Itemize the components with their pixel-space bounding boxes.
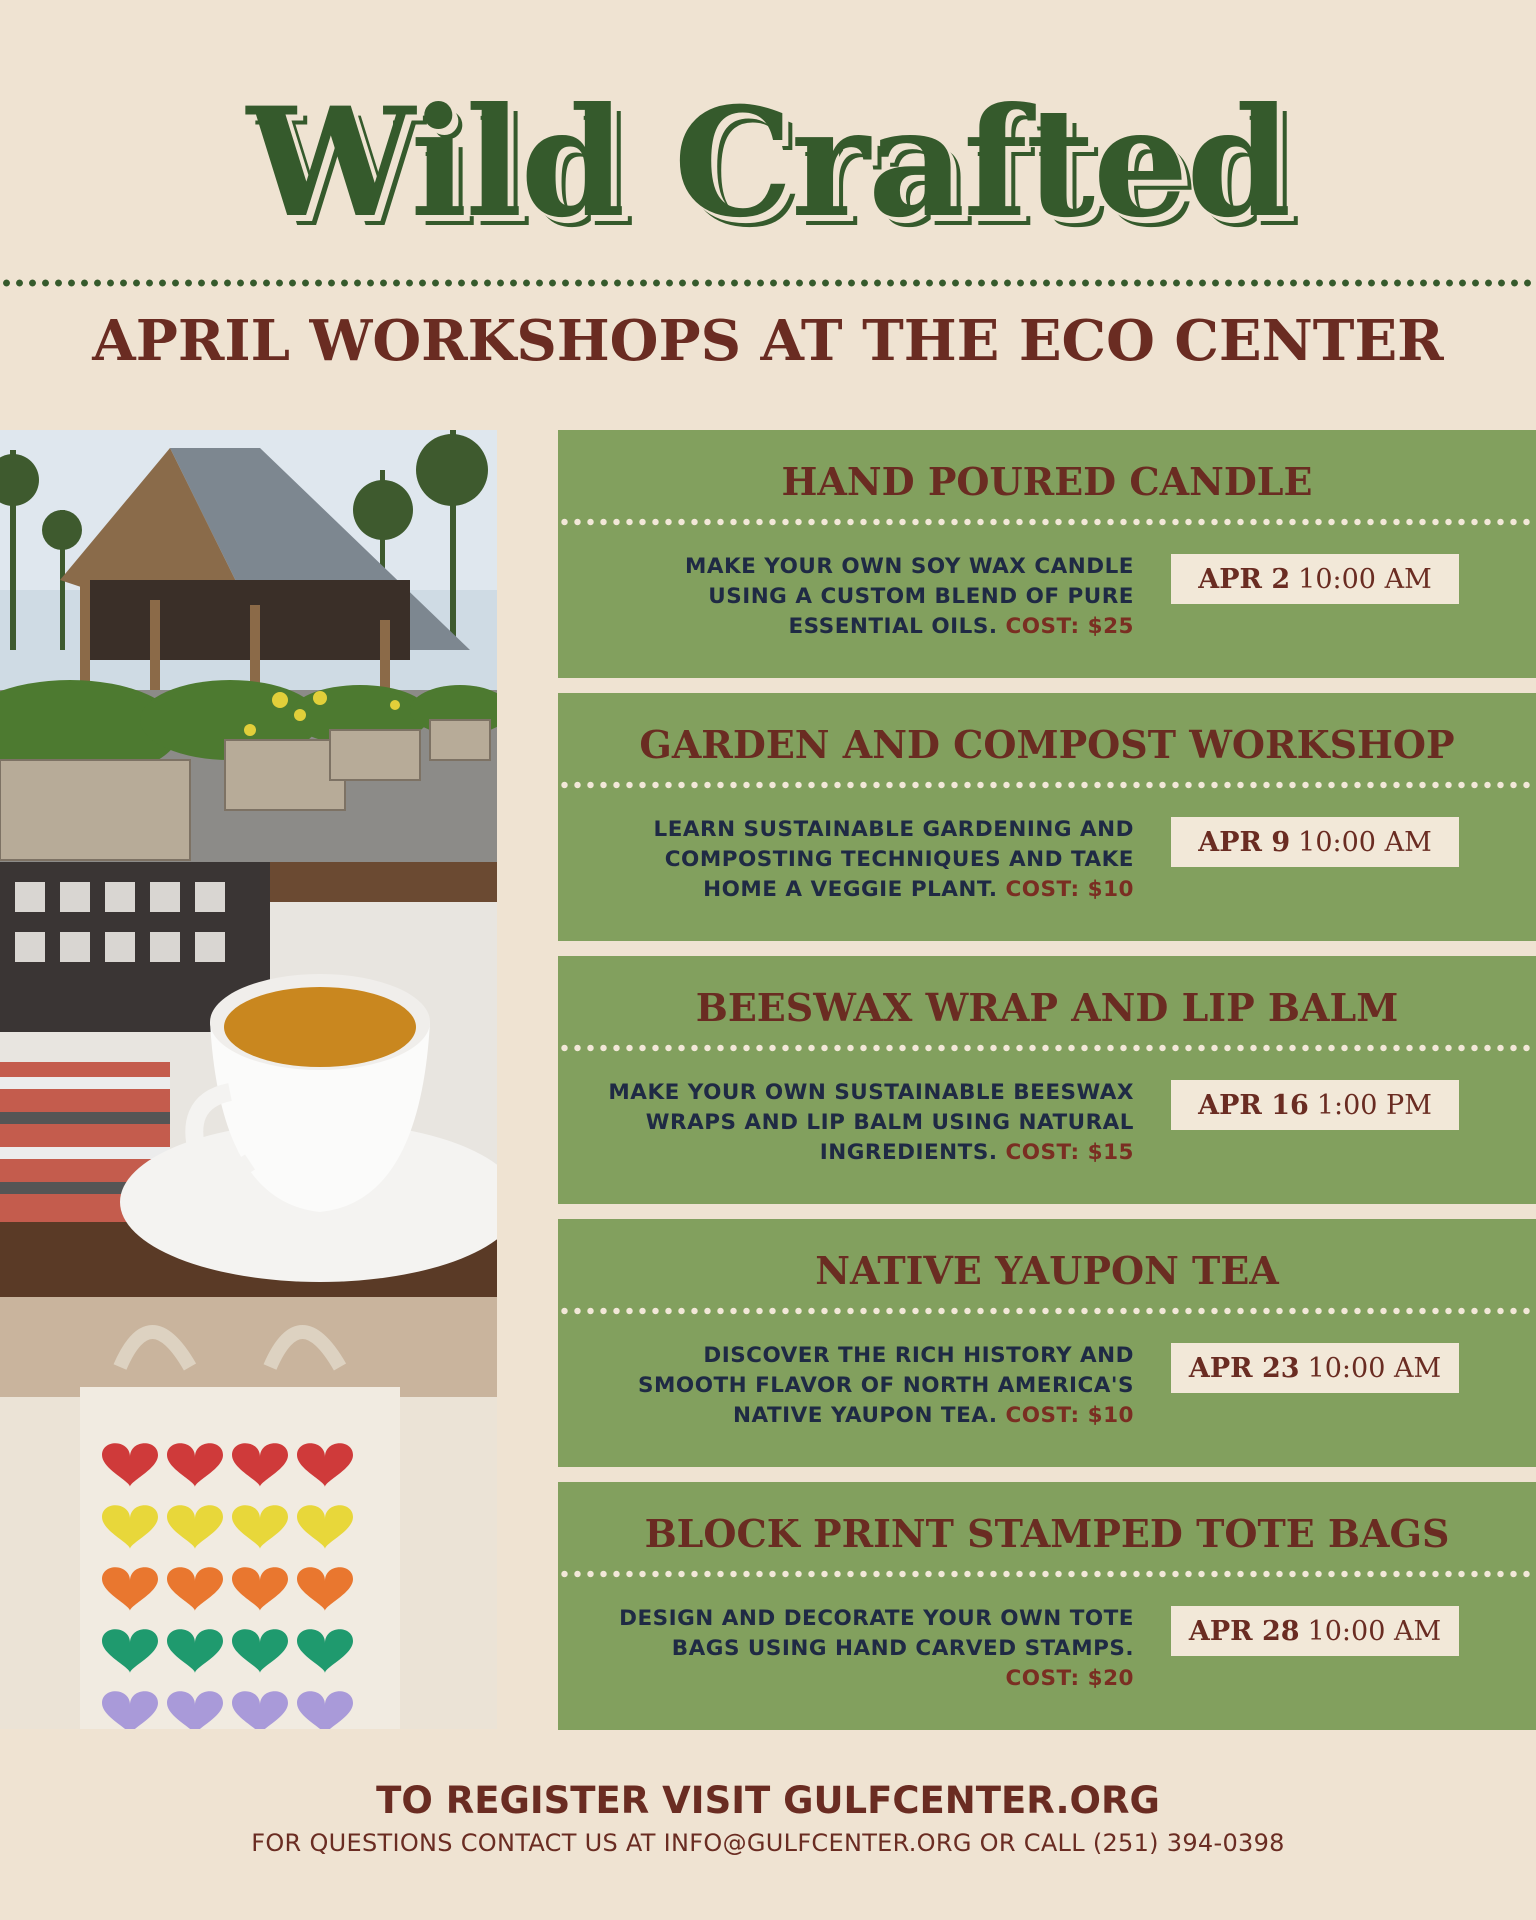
workshop-title: BLOCK PRINT STAMPED TOTE BAGS [644,1511,1450,1556]
workshop-cost: COST: $15 [1005,1140,1134,1165]
workshop-card-tea [558,1219,1536,1467]
tea-cup-photo [0,862,497,1297]
workshop-time: 1:00 PM [1316,1089,1432,1121]
workshop-card-garden [558,693,1536,941]
workshop-time: 10:00 AM [1307,1615,1442,1647]
workshop-date-box [1171,554,1459,604]
workshop-title: GARDEN AND COMPOST WORKSHOP [639,722,1455,767]
workshop-date-box [1171,1080,1459,1130]
workshop-date: APR 28 [1188,1615,1300,1647]
workshop-card-tote [558,1482,1536,1730]
card-divider [558,1307,1536,1315]
workshop-card-beeswax [558,956,1536,1204]
card-divider [558,518,1536,526]
workshop-description: MAKE YOUR OWN SOY WAX CANDLE USING A CUSTOM BLEND OF PURE ESSENTIAL OILS. COST: $25 [684,554,1134,639]
workshop-time: 10:00 AM [1298,563,1432,595]
photo-column [0,430,497,1729]
workshop-date: APR 9 [1198,826,1291,858]
workshop-title: BEESWAX WRAP AND LIP BALM [695,985,1399,1030]
workshop-cost: COST: $20 [1005,1666,1134,1691]
workshop-cost: COST: $10 [1005,877,1134,902]
page-title: Wild Crafted [246,75,1290,251]
workshop-title: HAND POURED CANDLE [781,459,1313,504]
workshop-date: APR 16 [1198,1089,1309,1121]
contact-info: FOR QUESTIONS CONTACT US AT INFO@GULFCENTER.ORG OR CALL (251) 394-0398 [251,1829,1285,1857]
workshop-time: 10:00 AM [1298,826,1432,858]
page-subtitle: APRIL WORKSHOPS AT THE ECO CENTER [92,308,1444,374]
workshop-description: DESIGN AND DECORATE YOUR OWN TOTE BAGS USING HAND CARVED STAMPS. COST: $20 [619,1606,1134,1691]
card-divider [558,781,1536,789]
card-divider [558,1570,1536,1578]
garden-pavilion-photo [0,430,497,862]
workshop-title: NATIVE YAUPON TEA [815,1248,1279,1293]
workshop-date-box [1171,817,1459,867]
workshop-description: DISCOVER THE RICH HISTORY AND SMOOTH FLAVOR OF NORTH AMERICA'S NATIVE YAUPON TEA. COST: $10 [638,1343,1134,1428]
workshop-date-box [1171,1606,1459,1656]
card-divider [558,1044,1536,1052]
workshop-card-candle [558,430,1536,678]
workshop-time: 10:00 AM [1307,1352,1442,1384]
workshop-date: APR 2 [1198,563,1291,595]
workshop-date: APR 23 [1188,1352,1300,1384]
title-divider [0,279,1536,287]
register-cta: TO REGISTER VISIT GULFCENTER.ORG [376,1779,1160,1822]
workshop-description: MAKE YOUR OWN SUSTAINABLE BEESWAX WRAPS AND LIP BALM USING NATURAL INGREDIENTS. COST: $15 [608,1080,1134,1165]
workshop-date-box [1171,1343,1459,1393]
tote-bags-photo [0,1297,497,1729]
workshop-cost: COST: $25 [1005,614,1134,639]
workshop-description: LEARN SUSTAINABLE GARDENING AND COMPOSTING TECHNIQUES AND TAKE HOME A VEGGIE PLANT. COST: $10 [653,817,1134,902]
workshop-cost: COST: $10 [1005,1403,1134,1428]
